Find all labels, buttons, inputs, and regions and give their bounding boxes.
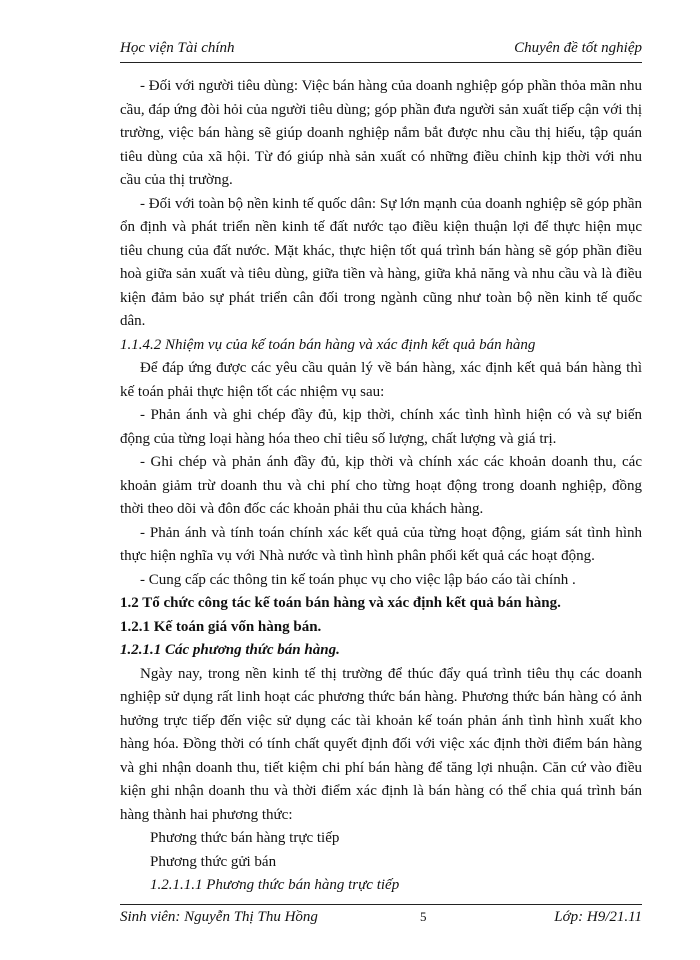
paragraph-task-2: - Ghi chép và phản ánh đầy đủ, kịp thời và chính xác các khoản doanh thu, các khoản giảm trừ doanh thu và chi phí cho từng hoạt động trong doanh nghiệp, đồng thời theo dõi và đôn đốc các khoản phải thu của khách hàng. (120, 454, 642, 517)
list-item-consignment: Phương thức gửi bán (150, 853, 277, 870)
heading-1-1-4-2: 1.1.4.2 Nhiệm vụ của kế toán bán hàng và xác định kết quả bán hàng (120, 336, 536, 353)
footer-student: Sinh viên: Nguyễn Thị Thu Hồng (120, 909, 318, 925)
page-number: 5 (420, 909, 427, 924)
header-doc-type: Chuyên đề tốt nghiệp (514, 40, 642, 56)
list-item-direct-sales: Phương thức bán hàng trực tiếp (150, 830, 340, 846)
header-institution: Học viện Tài chính (120, 40, 235, 56)
paragraph-economy: - Đối với toàn bộ nền kinh tế quốc dân: Sự lớn mạnh của doanh nghiệp sẽ góp phần ổn định và phát triển nền kinh tế đất nước tạo điều kiện thuận lợi để thực hiện mục tiêu chung của đất nước. Mặt khác, thực hiện tốt quá trình bán hàng sẽ góp phần điều hoà giữa sản xuất và tiêu dùng, giữa tiền và hàng, giữa khả năng và nhu cầu và là điều kiện đảm bảo sự phát triển cân đối trong ngành cũng như toàn bộ nền kinh tế quốc dân. (120, 195, 642, 329)
heading-1-2-1: 1.2.1 Kế toán giá vốn hàng bán. (120, 618, 322, 635)
paragraph-task-3: - Phản ánh và tính toán chính xác kết quả của từng hoạt động, giám sát tình hình thực hiện nghĩa vụ với Nhà nước và tình hình phân phối kết quả các hoạt động. (120, 524, 642, 564)
paragraph-task-4: - Cung cấp các thông tin kế toán phục vụ cho việc lập báo cáo tài chính . (140, 571, 576, 588)
paragraph-task-1: - Phản ánh và ghi chép đầy đủ, kịp thời, chính xác tình hình hiện có và sự biến động của từng loại hàng hóa theo chỉ tiêu số lượng, chất lượng và giá trị. (120, 407, 642, 447)
heading-1-2-1-1: 1.2.1.1 Các phương thức bán hàng. (120, 642, 340, 658)
paragraph-consumers: - Đối với người tiêu dùng: Việc bán hàng của doanh nghiệp góp phần thỏa mãn nhu cầu, đáp ứng đòi hỏi của người tiêu dùng; góp phần đưa người sản xuất tiếp cận với thị trường, việc bán hàng sẽ giúp doanh nghiệp nắm bắt được nhu cầu thị hiếu, tập quán tiêu dùng của xã hội. Từ đó giúp nhà sản xuất có những điều chỉnh kịp thời với nhu cầu của thị trường. (120, 78, 642, 188)
page-header (120, 40, 642, 63)
heading-1-2: 1.2 Tổ chức công tác kế toán bán hàng và xác định kết quả bán hàng. (120, 595, 561, 611)
heading-1-2-1-1-1: 1.2.1.1.1 Phương thức bán hàng trực tiếp (150, 877, 400, 893)
page-body (120, 75, 642, 898)
footer-class: Lớp: H9/21.11 (554, 909, 642, 925)
paragraph-sales-methods: Ngày nay, trong nền kinh tế thị trường để thúc đẩy quá trình tiêu thụ các doanh nghiệp sử dụng rất linh hoạt các phương thức bán hàng. Phương thức bán hàng có ảnh hưởng trực tiếp đến việc sử dụng các tài khoản kế toán phản ánh tình hình xuất kho hàng hóa. Đồng thời có tính chất quyết định đối với việc xác định thời điểm bán hàng và ghi nhận doanh thu, tiết kiệm chi phí bán hàng để tăng lợi nhuận. Căn cứ vào điều kiện ghi nhận doanh thu và thời điểm xác định là bán hàng có thể chia quá trình bán hàng thành hai phương thức: (120, 665, 642, 823)
page-footer (120, 904, 642, 929)
paragraph-tasks-intro: Để đáp ứng được các yêu cầu quản lý về bán hàng, xác định kết quả bán hàng thì kế toán phải thực hiện tốt các nhiệm vụ sau: (120, 360, 642, 400)
